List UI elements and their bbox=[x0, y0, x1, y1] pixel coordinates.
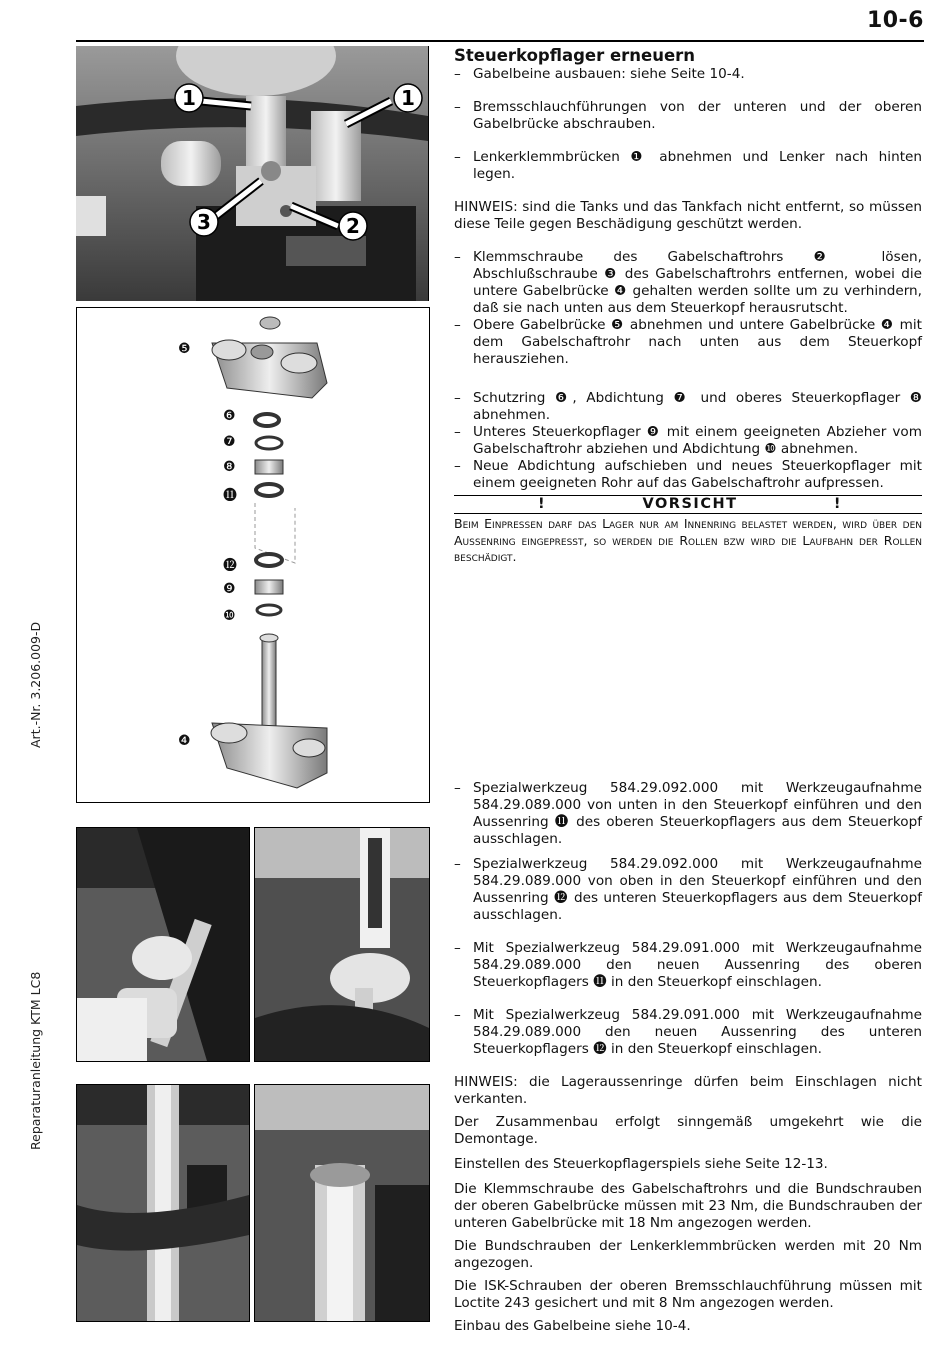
paragraph: Die Klemmschraube des Gabelschaftrohrs und die Bundschrauben der oberen Gabelbrücke müssen mit 23 Nm, die Bundschrauben der unteren Gabelbrücke mit 18 Nm angezogen werden. bbox=[454, 1181, 922, 1231]
callout-1-left: 1 bbox=[182, 86, 196, 110]
label-9: ❾ bbox=[223, 581, 236, 597]
instructions-column-lower bbox=[454, 780, 922, 1335]
label-4: ❹ bbox=[178, 733, 191, 749]
list-item: – Mit Spezialwerkzeug 584.29.091.000 mit Werkzeugaufnahme 584.29.089.000 den neuen Aussenring des unteren Steuerkopflagers ⓬ in den Steuerkopf einschlagen. bbox=[454, 1007, 922, 1057]
label-5: ❺ bbox=[178, 341, 191, 357]
warning-mark-right: ! bbox=[833, 496, 842, 512]
callout-2: 2 bbox=[346, 214, 360, 238]
warning-title: VORSICHT bbox=[642, 496, 738, 512]
note-paragraph: HINWEIS: die Lageraussenringe dürfen beim Einschlagen nicht verkanten. bbox=[454, 1074, 922, 1107]
warning-mark-left: ! bbox=[538, 496, 547, 512]
list-item: – Klemmschraube des Gabelschaftrohrs ❷ lösen, Abschlußschraube ❸ des Gabelschaftrohrs entfernen, wobei die untere Gabelbrücke ❹ gehalten werden sollte um zu verhindern, daß sie nach unten aus dem Steuerkopf herausrutscht. bbox=[454, 249, 922, 316]
list-item: – Obere Gabelbrücke ❺ abnehmen und untere Gabelbrücke ❹ mit dem Gabelschaftrohr nach unten aus dem Steuerkopf herausziehen. bbox=[454, 317, 922, 367]
section-title: Steuerkopflager erneuern bbox=[454, 46, 696, 65]
warning-text: Beim Einpressen darf das Lager nur am Innenring belastet werden, wird über den Aussenring eingepreßt, so werden die Rollen bzw wird die Laufbahn der Rollen beschädigt. bbox=[454, 516, 922, 564]
paragraph: Einbau des Gabelbeine siehe 10-4. bbox=[454, 1318, 691, 1334]
label-8: ❽ bbox=[223, 459, 236, 475]
photo-tool-lower-right bbox=[254, 1084, 430, 1322]
paragraph: Der Zusammenbau erfolgt sinngemäß umgekehrt wie die Demontage. bbox=[454, 1114, 922, 1147]
note-paragraph: HINWEIS: sind die Tanks und das Tankfach nicht entfernt, so müssen diese Teile gegen Beschädigung geschützt werden. bbox=[454, 199, 922, 232]
list-item: – Spezialwerkzeug 584.29.092.000 mit Werkzeugaufnahme 584.29.089.000 von oben in den Steuerkopf einführen und den Aussenring ⓬ des unteren Steuerkopflagers aus dem Steuerkopf ausschlagen. bbox=[454, 856, 922, 923]
paragraph: Die Bundschrauben der Lenkerklemmbrücken werden mit 20 Nm angezogen. bbox=[454, 1238, 922, 1271]
label-6: ❻ bbox=[223, 408, 236, 424]
exploded-view-diagram bbox=[76, 307, 430, 803]
list-item: – Gabelbeine ausbauen: siehe Seite 10-4. bbox=[454, 66, 745, 82]
list-item: – Bremsschlauchführungen von der unteren und der oberen Gabelbrücke abschrauben. bbox=[454, 99, 922, 132]
label-11: ⓫ bbox=[223, 488, 237, 504]
callout-1-right: 1 bbox=[401, 86, 415, 110]
list-item: – Mit Spezialwerkzeug 584.29.091.000 mit Werkzeugaufnahme 584.29.089.000 den neuen Aussenring des oberen Steuerkopflagers ⓫ in den Steuerkopf einschlagen. bbox=[454, 940, 922, 990]
manual-title: Reparaturanleitung KTM LC8 bbox=[28, 971, 43, 1150]
label-12: ⓬ bbox=[223, 558, 237, 574]
list-item: – Schutzring ❻, Abdichtung ❼ und oberes Steuerkopflager ❽ abnehmen. bbox=[454, 390, 922, 423]
header-rule bbox=[76, 40, 924, 42]
callout-3: 3 bbox=[197, 210, 211, 234]
list-item: – Spezialwerkzeug 584.29.092.000 mit Werkzeugaufnahme 584.29.089.000 von unten in den Steuerkopf einführen und den Aussenring ⓫ des oberen Steuerkopflagers aus dem Steuerkopf ausschlagen. bbox=[454, 780, 922, 847]
page-number: 10-6 bbox=[866, 8, 924, 33]
photo-tool-upper-right bbox=[254, 827, 430, 1062]
instructions-column bbox=[454, 47, 922, 566]
list-item: – Lenkerklemmbrücken ❶ abnehmen und Lenker nach hinten legen. bbox=[454, 149, 922, 182]
warning-header bbox=[454, 495, 922, 514]
paragraph: Die ISK-Schrauben der oberen Bremsschlauchführung müssen mit Loctite 243 gesichert und mit 8 Nm angezogen werden. bbox=[454, 1278, 922, 1311]
photo-handlebar-clamps bbox=[76, 46, 429, 301]
list-item: – Unteres Steuerkopflager ❾ mit einem geeigneten Abzieher vom Gabelschaftrohr abziehen und Abdichtung ❿ abnehmen. bbox=[454, 424, 922, 457]
photo-tool-upper-left bbox=[76, 827, 250, 1062]
photo-tool-lower-left bbox=[76, 1084, 250, 1322]
list-item: – Neue Abdichtung aufschieben und neues Steuerkopflager mit einem geeigneten Rohr auf das Gabelschaftrohr aufpressen. bbox=[454, 458, 922, 491]
paragraph: Einstellen des Steuerkopflagerspiels siehe Seite 12-13. bbox=[454, 1156, 828, 1172]
label-7: ❼ bbox=[223, 434, 236, 450]
label-10: ❿ bbox=[223, 608, 236, 624]
article-number: Art.-Nr. 3.206.009-D bbox=[28, 621, 43, 748]
